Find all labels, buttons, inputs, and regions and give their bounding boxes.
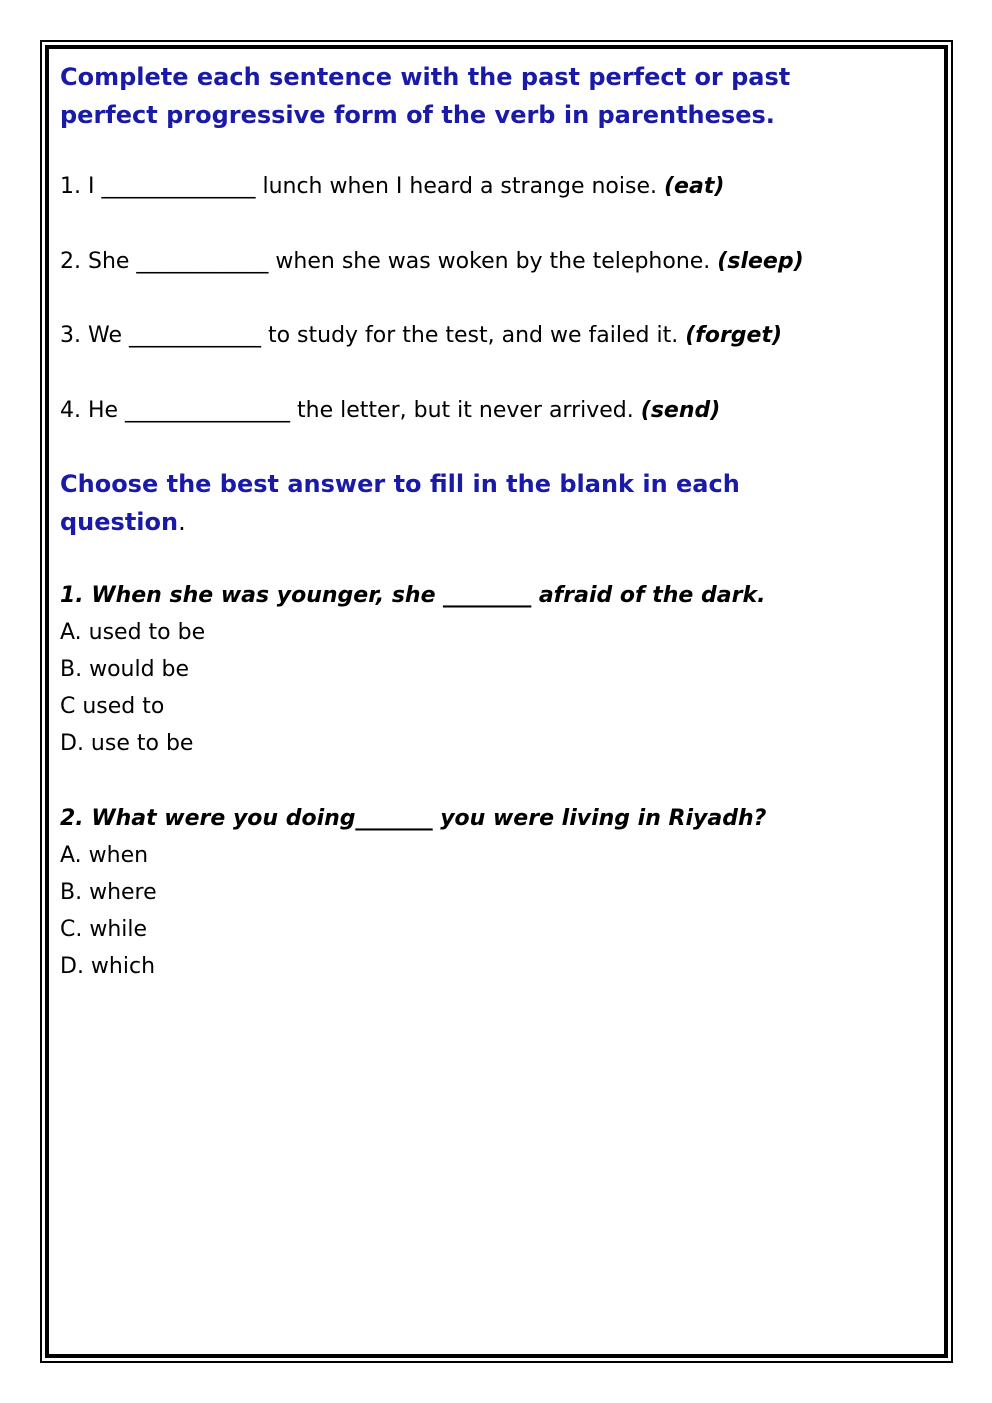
sentence-4 [60, 396, 930, 426]
mcq-2 [60, 800, 930, 985]
sentence-1-verb: (eat) [664, 174, 725, 199]
sentence-4-verb: (send) [640, 398, 721, 423]
mcq-2-option-c: C. while [60, 917, 148, 942]
section2-instruction-tail: . [178, 508, 186, 536]
mcq-1-option-a: A. used to be [60, 620, 206, 645]
sentence-2-text: 2. She ____________ when she was woken by the telephone. [60, 249, 711, 274]
sentence-3 [60, 321, 930, 351]
sentence-3-verb: (forget) [685, 323, 783, 348]
mcq-1 [60, 577, 930, 762]
mcq-1-option-b: B. would be [60, 657, 190, 682]
mcq-2-question: 2. What were you doing_______ you were living in Riyadh? [60, 806, 767, 831]
section2-instruction [60, 465, 930, 541]
sentence-4-text: 4. He _______________ the letter, but it never arrived. [60, 398, 634, 423]
worksheet-content [60, 58, 930, 985]
section1-sentences [60, 172, 930, 426]
mcq-2-option-a: A. when [60, 843, 149, 868]
sentence-2-verb: (sleep) [717, 249, 804, 274]
section1-instruction: Complete each sentence with the past perfect or past perfect progressive form of the verb in parentheses. [60, 63, 791, 129]
mcq-2-option-b: B. where [60, 880, 157, 905]
sentence-1 [60, 172, 930, 202]
sentence-1-text: 1. I ______________ lunch when I heard a strange noise. [60, 174, 657, 199]
mcq-2-option-d: D. which [60, 954, 156, 979]
mcq-1-question: 1. When she was younger, she ________ afraid of the dark. [60, 583, 766, 608]
sentence-3-text: 3. We ____________ to study for the test, and we failed it. [60, 323, 679, 348]
sentence-2 [60, 247, 930, 277]
section2-instruction-text: Choose the best answer to fill in the blank in each question [60, 470, 740, 536]
mcq-1-option-c: C used to [60, 694, 165, 719]
mcq-1-option-d: D. use to be [60, 731, 194, 756]
